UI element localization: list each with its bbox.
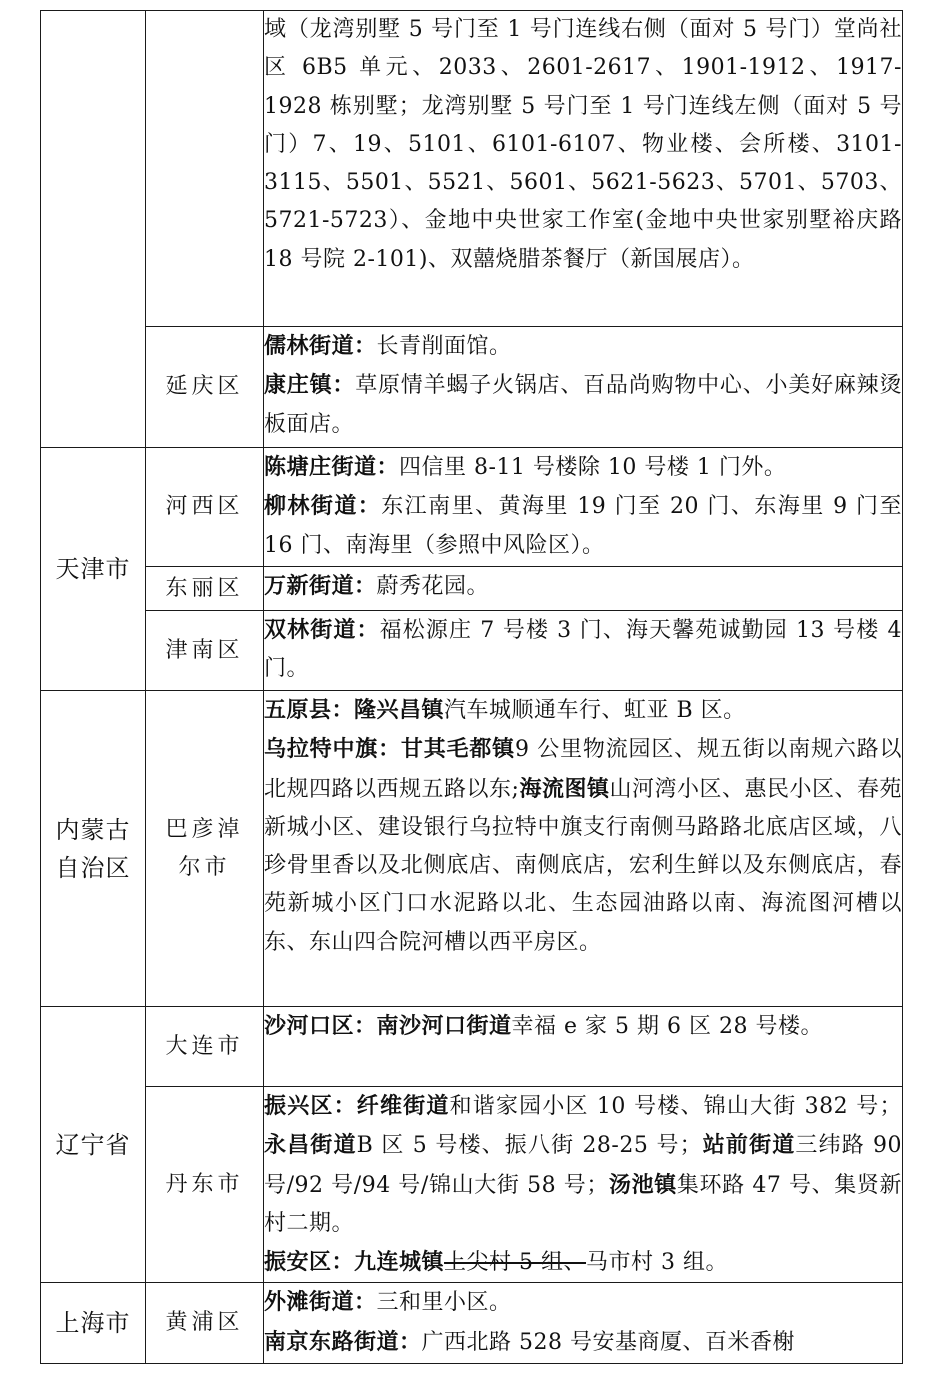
area-text: 四信里 8-11 号楼除 10 号楼 1 门外。 xyxy=(399,455,787,480)
area-label: 甘其毛都镇 xyxy=(400,736,515,763)
province-cell: 辽宁省 xyxy=(41,1007,146,1283)
table-row xyxy=(41,611,903,691)
area-label: 九连城镇 xyxy=(354,1249,445,1276)
detail-paragraph xyxy=(264,1087,902,1243)
province-cell: 天津市 xyxy=(41,448,146,691)
detail-paragraph xyxy=(264,1323,902,1362)
area-text: 东江南里、黄海里 19 门至 20 门、东海里 9 门至 16 门、南海里（参照中风险区）。 xyxy=(264,494,902,558)
area-label: 柳林街道： xyxy=(264,493,382,520)
table-row xyxy=(41,448,903,567)
area-label: 外滩街道： xyxy=(264,1289,377,1316)
area-label: 永昌街道 xyxy=(264,1132,357,1159)
detail-cell xyxy=(264,11,903,327)
area-label: 南沙河口街道 xyxy=(376,1013,512,1039)
table-row xyxy=(41,327,903,448)
area-text: 草原情羊蝎子火锅店、百品尚购物中心、小美好麻辣烫板面店。 xyxy=(264,373,902,437)
detail-paragraph xyxy=(264,567,902,606)
area-text: 和谐家园小区 10 号楼、锦山大街 382 号； xyxy=(449,1094,902,1119)
area-label: 康庄镇： xyxy=(264,372,356,399)
city-cell: 津南区 xyxy=(146,611,264,691)
detail-paragraph xyxy=(264,1007,902,1046)
detail-cell xyxy=(264,567,903,611)
detail-paragraph xyxy=(264,691,902,730)
table-row xyxy=(41,567,903,611)
detail-cell xyxy=(264,1087,903,1283)
area-label: 陈塘庄街道： xyxy=(264,454,400,480)
detail-cell xyxy=(264,691,903,1007)
detail-paragraph xyxy=(264,11,902,279)
area-text: 集环路 47 号、集贤新村二期。 xyxy=(264,1172,902,1236)
province-cell: 上海市 xyxy=(41,1283,146,1364)
city-cell xyxy=(146,11,264,327)
city-cell: 丹东市 xyxy=(146,1087,264,1283)
area-label: 南京东路街道： xyxy=(264,1328,422,1355)
area-text: 9 公里物流园区、规五街以南规六路以北规四路以西规五路以东; xyxy=(264,737,902,802)
city-cell: 河西区 xyxy=(146,448,264,567)
city-cell: 大连市 xyxy=(146,1007,264,1087)
area-text: 三纬路 90 号/92 号/94 号/锦山大街 58 号； xyxy=(264,1133,902,1198)
city-cell: 巴彦淖尔市 xyxy=(146,691,264,1007)
detail-paragraph xyxy=(264,487,902,565)
area-label: 万新街道： xyxy=(264,573,377,599)
table-row xyxy=(41,11,903,327)
city-cell: 延庆区 xyxy=(146,327,264,448)
area-label: 振兴区： xyxy=(264,1093,357,1119)
city-cell: 东丽区 xyxy=(146,567,264,611)
area-label: 沙河口区： xyxy=(264,1013,377,1039)
province-cell xyxy=(41,11,146,448)
table-row xyxy=(41,1087,903,1283)
area-text: 马市村 3 组。 xyxy=(586,1250,728,1276)
detail-paragraph xyxy=(264,611,902,689)
detail-cell xyxy=(264,448,903,567)
document-page xyxy=(40,10,903,1364)
province-cell: 内蒙古自治区 xyxy=(41,691,146,1007)
table-row xyxy=(41,1007,903,1087)
area-label: 儒林街道： xyxy=(264,333,377,359)
area-text: 山河湾小区、惠民小区、春苑新城小区、建设银行乌拉特中旗支行南侧马路路北底店区域，八珍骨里香以及北侧底店、南侧底店，宏利生鲜以及东侧底店，春苑新城小区门口水泥路以北、生态园油路以南、海流图河槽以东、东山四合院河槽以西平房区。 xyxy=(264,776,902,955)
area-label: 汤池镇 xyxy=(608,1171,677,1198)
area-text: B 区 5 号楼、振八街 28-25 号； xyxy=(356,1133,703,1159)
area-label: 五原县： xyxy=(264,697,355,723)
table-row xyxy=(41,1283,903,1364)
area-text: 蔚秀花园。 xyxy=(376,574,490,599)
detail-paragraph xyxy=(264,730,902,962)
area-label: 振安区： xyxy=(264,1249,355,1276)
area-text: 汽车城顺通车行、虹亚 B 区。 xyxy=(444,698,746,723)
detail-paragraph xyxy=(264,366,902,444)
area-label: 双林街道： xyxy=(264,617,380,643)
detail-paragraph xyxy=(264,1243,902,1282)
city-cell: 黄浦区 xyxy=(146,1283,264,1364)
area-label: 乌拉特中旗： xyxy=(264,736,401,763)
area-text: 广西北路 528 号安基商厦、百米香榭 xyxy=(421,1329,795,1355)
area-label: 海流图镇 xyxy=(519,775,610,802)
detail-cell xyxy=(264,1007,903,1087)
detail-paragraph xyxy=(264,448,902,487)
detail-paragraph xyxy=(264,1283,902,1322)
table-row xyxy=(41,691,903,1007)
area-text: 域（龙湾别墅 5 号门至 1 号门连线右侧（面对 5 号门）堂尚社区 6B5 单元、2033、2601-2617、1901-1912、1917-1928 栋别墅；龙湾别墅 5 号门至 1 号门连线左侧（面对 5 号门）7、19、5101、6101-6107、物业楼、会所楼、3101-3115、5501、5521、5601、5621-5623、5701、5703、5721-5723）、金地中央世家工作室(金地中央世家别墅裕庆路 18 号院 2-101)、双囍烧腊茶餐厅（新国展店）。 xyxy=(264,17,902,272)
detail-paragraph xyxy=(264,327,902,366)
area-text: 幸福 e 家 5 期 6 区 28 号楼。 xyxy=(511,1014,823,1039)
detail-cell xyxy=(264,1283,903,1364)
detail-cell xyxy=(264,611,903,691)
area-text: 三和里小区。 xyxy=(376,1290,512,1316)
area-text: 长青削面馆。 xyxy=(376,334,512,359)
area-label: 隆兴昌镇 xyxy=(354,697,445,723)
detail-cell xyxy=(264,327,903,448)
risk-area-table xyxy=(40,10,903,1364)
struck-text: 上尖村 5 组、 xyxy=(444,1250,587,1276)
area-label: 纤维街道 xyxy=(356,1093,450,1119)
area-text: 福松源庄 7 号楼 3 门、海天馨苑诚勤园 13 号楼 4 门。 xyxy=(264,618,902,682)
area-label: 站前街道 xyxy=(702,1132,796,1159)
